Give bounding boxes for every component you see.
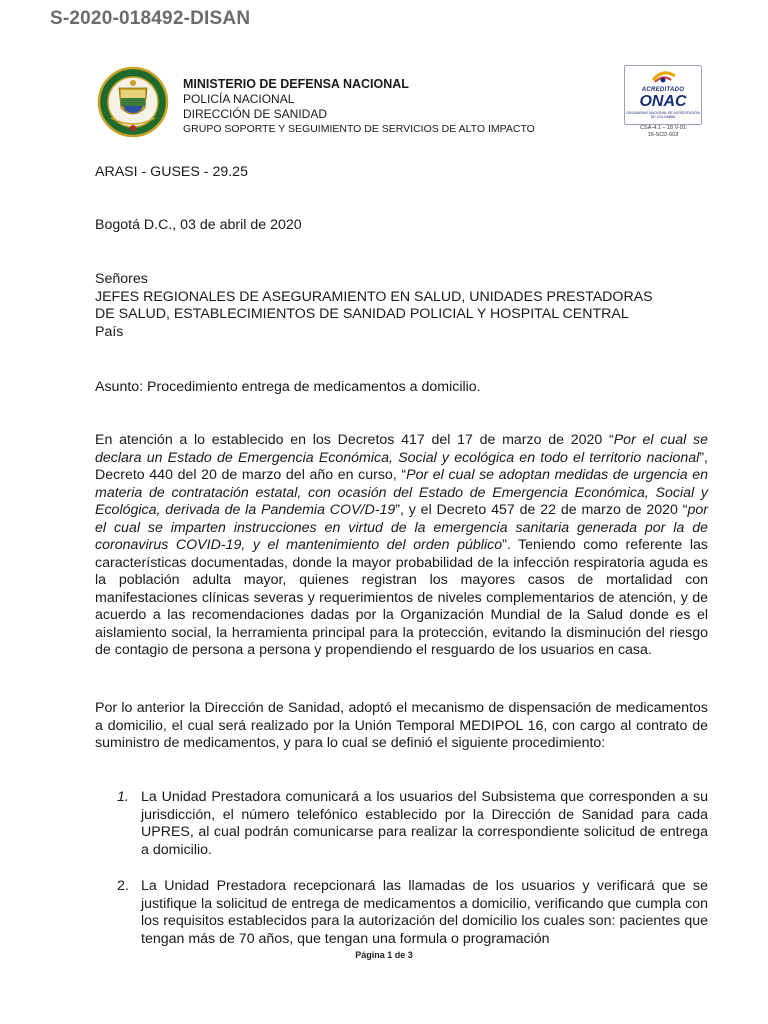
paragraph1-text1: En atención a lo establecido en los Decretos 417 del 17 de marzo de 2020 “ bbox=[95, 432, 614, 448]
letterhead bbox=[183, 77, 535, 137]
list-item-number: 1. bbox=[117, 789, 129, 805]
paragraph-procedure-intro: Por lo anterior la Dirección de Sanidad, adoptó el mecanismo de dispensación de medicamentos a domicilio, el cual será realizado por la Unión Temporal MEDIPOL 16, con cargo al contrato de suministro de medicamentos, y para lo cual se definió el siguiente procedimiento: bbox=[95, 700, 708, 751]
letterhead-ministry: MINISTERIO DE DEFENSA NACIONAL bbox=[183, 77, 409, 91]
onac-certificate-code bbox=[624, 125, 702, 138]
list-item-text: La Unidad Prestadora recepcionará las llamadas de los usuarios y verificará que se justifique la solicitud de entrega de medicamentos a domicilio, verificando que cumpla con los requisitos establecidos para la autorización del domicilio los cuales son: pacientes que tengan más de 70 años, que tengan una formula o programación bbox=[141, 878, 708, 947]
onac-accreditation-badge bbox=[624, 65, 702, 125]
onac-code-line1: CSA-4.1 – 18 V-01 bbox=[640, 125, 686, 131]
recipient-block bbox=[95, 271, 708, 341]
paragraph1-text4: ”. Teniendo como referente las características documentadas, donde la mayor probabilidad de la infección respiratoria aguda es la población adulta mayor, quienes registran los mayores casos de mortalidad con manifestaciones clínicas severas y requerimientos de niveles complementarios de atención, y de acuerdo a las recomendaciones dadas por la Organización Mundial de la Salud donde es el aislamiento social, la herramienta principal para la protección, evitando la disminución del riesgo de contagio de persona a persona y propendiendo el resguardo de los usuarios en casa. bbox=[95, 537, 708, 658]
list-item bbox=[95, 789, 708, 859]
onac-swirl-icon bbox=[625, 66, 701, 88]
page-number-footer: Página 1 de 3 bbox=[355, 950, 413, 960]
onac-accredited-label: ACREDITADO bbox=[641, 87, 685, 93]
paragraph1-quote3: por el cual se imparten instrucciones en virtud de la emergencia sanitaria generada por la de coronavirus COVID-19, y el mantenimiento del orden público bbox=[95, 502, 708, 553]
paragraph1-text3: ”, y el Decreto 457 de 22 de marzo de 2020 “ bbox=[395, 502, 688, 518]
list-item-text: La Unidad Prestadora comunicará a los usuarios del Subsistema que corresponden a su jurisdicción, el número telefónico establecido por la Dirección de Sanidad para cada UPRES, al cual podrán comunicarse para realizar la correspondiente solicitud de entrega a domicilio. bbox=[141, 789, 708, 858]
paragraph1-quote1: Por el cual se declara un Estado de Emergencia Económica, Social y ecológica en todo el territorio nacional bbox=[95, 432, 708, 466]
letterhead-direction: DIRECCIÓN DE SANIDAD bbox=[183, 107, 328, 121]
onac-code-line2: 16-SCD-003 bbox=[647, 131, 679, 138]
recipient-line2: DE SALUD, ESTABLECIMIENTOS DE SANIDAD POLICIAL Y HOSPITAL CENTRAL bbox=[95, 306, 629, 322]
list-item-number: 2. bbox=[117, 878, 129, 894]
recipient-country: País bbox=[95, 323, 124, 340]
date-line: Bogotá D.C., 03 de abril de 2020 bbox=[95, 217, 302, 233]
reference-code: ARASI - GUSES - 29.25 bbox=[95, 164, 248, 180]
onac-brand: ONAC bbox=[639, 93, 687, 110]
paragraph-decrees bbox=[95, 432, 708, 660]
salutation: Señores bbox=[95, 271, 148, 287]
recipient-line1: JEFES REGIONALES DE ASEGURAMIENTO EN SALUD, UNIDADES PRESTADORAS bbox=[95, 288, 653, 305]
paragraph1-text2: ”, Decreto 440 del 20 de marzo del año en curso, “ bbox=[95, 449, 708, 483]
letterhead-police: POLICÍA NACIONAL bbox=[183, 92, 295, 106]
document-id: S-2020-018492-DISAN bbox=[50, 8, 251, 29]
policia-seal-logo bbox=[97, 66, 169, 138]
onac-subtitle: ORGANISMO NACIONAL DE ACREDITACIÓN DE COLOMBIA bbox=[626, 111, 700, 119]
paragraph1-quote2: Por el cual se adoptan medidas de urgencia en materia de contratación estatal, con ocasión del Estado de Emergencia Económica, Social y Ecológica, derivada de la Pandemia COV/D-19 bbox=[95, 467, 709, 518]
letterhead-group: GRUPO SOPORTE Y SEGUIMIENTO DE SERVICIOS DE ALTO IMPACTO bbox=[183, 123, 535, 135]
subject-line: Asunto: Procedimiento entrega de medicamentos a domicilio. bbox=[95, 379, 481, 395]
list-item bbox=[95, 878, 708, 948]
